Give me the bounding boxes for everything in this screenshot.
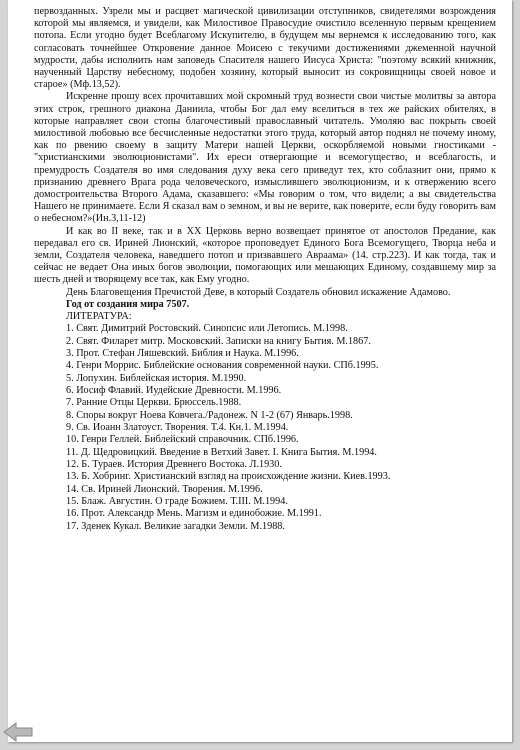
arrow-left-icon (2, 720, 36, 744)
year-heading: Год от создания мира 7507. (66, 298, 190, 310)
literature-item: 9. Св. Иоанн Златоуст. Творения. Т.4. Кн.1. М.1994. (66, 422, 289, 434)
literature-item: 1. Свят. Димитрий Ростовский. Синопсис или Летопись. М.1998. (66, 323, 348, 335)
literature-title: ЛИТЕРАТУРА: (66, 311, 132, 323)
literature-item: 16. Прот. Александр Мень. Магизм и единобожие. М.1991. (66, 508, 322, 520)
literature-item: 12. Б. Тураев. История Древнего Востока. Л.1930. (66, 459, 282, 471)
paragraph-tradition: И как во II веке, так и в XX Церковь верно возвещает принятое от апостолов Предание, как передавал его св. Ириней Лионский, «которое проповедует Единого Бога Всемогущего, Творца неба и земли, Создателя человека, наведшего потоп и призвавшего Авраама» (14. стр.223). И как тогда, так и сейчас не ведает Она иных богов эволюции, помогающих или мешающих Единому, создавшему мир за шесть дней и творящему все так, как Ему угодно. (34, 225, 496, 286)
literature-item: 2. Свят. Филарет митр. Московский. Записки на книгу Бытия. М.1867. (66, 335, 371, 347)
document-page (8, 0, 512, 742)
back-button[interactable] (2, 720, 36, 744)
literature-item: 3. Прот. Стефан Ляшевский. Библия и Наука. М.1996. (66, 347, 299, 359)
literature-item: 17. Зденек Кукал. Великие загадки Земли. М.1988. (66, 520, 285, 532)
document-content (34, 6, 496, 533)
paragraph-prayer-request: Искренне прошу всех прочитавших мой скромный труд вознести свои чистые молитвы за автора этих строк, грешного диакона Даниила, чтобы Бог дал ему вселиться в тех же райских обителях, в которые направляет свои стопы благочестивый православный читатель. Умоляю вас покрыть своей милостивой любовью все бесчисленные недостатки этого труда, который автор поднял не почему иному, как по рвению своему в защиту Матери нашей Церкви, оскорбляемой новыми гностиками - "христианскими эволюционистами". Их ереси отвергающие и всемогущество, и всеблагость, и премудрость Создателя во имя следования духу века сего приведут тех, кто соблазнит они, прямо к признанию древнего Врага рода человеческого, измыслившего эволюционизм, и к отвержению всего домостроительства Второго Адама, сказавшего: «Мы говорим о том, что видели; а вы свидетельства Нашего не принимаете. Если Я сказал вам о земном, и вы не верите, как поверите, если буду говорить вам о небесном?»(Ин.3,11-12) (34, 91, 496, 225)
paragraph-annunciation: День Благовещения Пречистой Деве, в который Создатель обновил искажение Адамово. (66, 286, 451, 298)
paragraph-continuation: первозданных. Узрели мы и расцвет магической цивилизации отступников, свидетелями возрождения которой мы являемся, и увидели, как Милостивое Правосудие очистило вселенную первым крещением потопа. Если угодно будет Всеблагому Искупителю, в будущем мы вернемся к исследованию того, как согласовать точнейшее Откровение данное Моисею с текучими достижениями джеменной научной мудрости, дабы исполнить нам заповедь Спасителя нашего Иисуса Христа: "поэтому всякий книжник, наученный Царству небесному, подобен хозяину, который выносит из сокровищницы своей новое и старое» (Мф.13,52). (34, 6, 496, 91)
literature-item: 4. Генри Моррис. Библейские основания современной науки. СПб.1995. (66, 360, 379, 372)
literature-item: 7. Ранние Отцы Церкви. Брюссель.1988. (66, 397, 242, 409)
literature-item: 8. Споры вокруг Ноева Ковчега./Радонеж. N 1-2 (67) Январь.1998. (66, 409, 353, 421)
literature-item: 15. Блаж. Августин. О граде Божием. Т.III. М.1994. (66, 496, 288, 508)
literature-item: 5. Лопухин. Библейская история. М.1990. (66, 372, 247, 384)
literature-item: 14. Св. Ириней Лионский. Творения. М.1996. (66, 483, 263, 495)
literature-list (34, 323, 496, 533)
literature-item: 10. Генри Геллей. Библейский справочник. СПб.1996. (66, 434, 299, 446)
literature-item: 13. Б. Хобринг. Христианский взгляд на происхождение жизни. Киев.1993. (66, 471, 391, 483)
literature-item: 6. Иосиф Флавий. Иудейские Древности. М.1996. (66, 385, 282, 396)
literature-item: 11. Д. Щедровицкий. Введение в Ветхий Завет. I. Книга Бытия. М.1994. (66, 446, 377, 458)
